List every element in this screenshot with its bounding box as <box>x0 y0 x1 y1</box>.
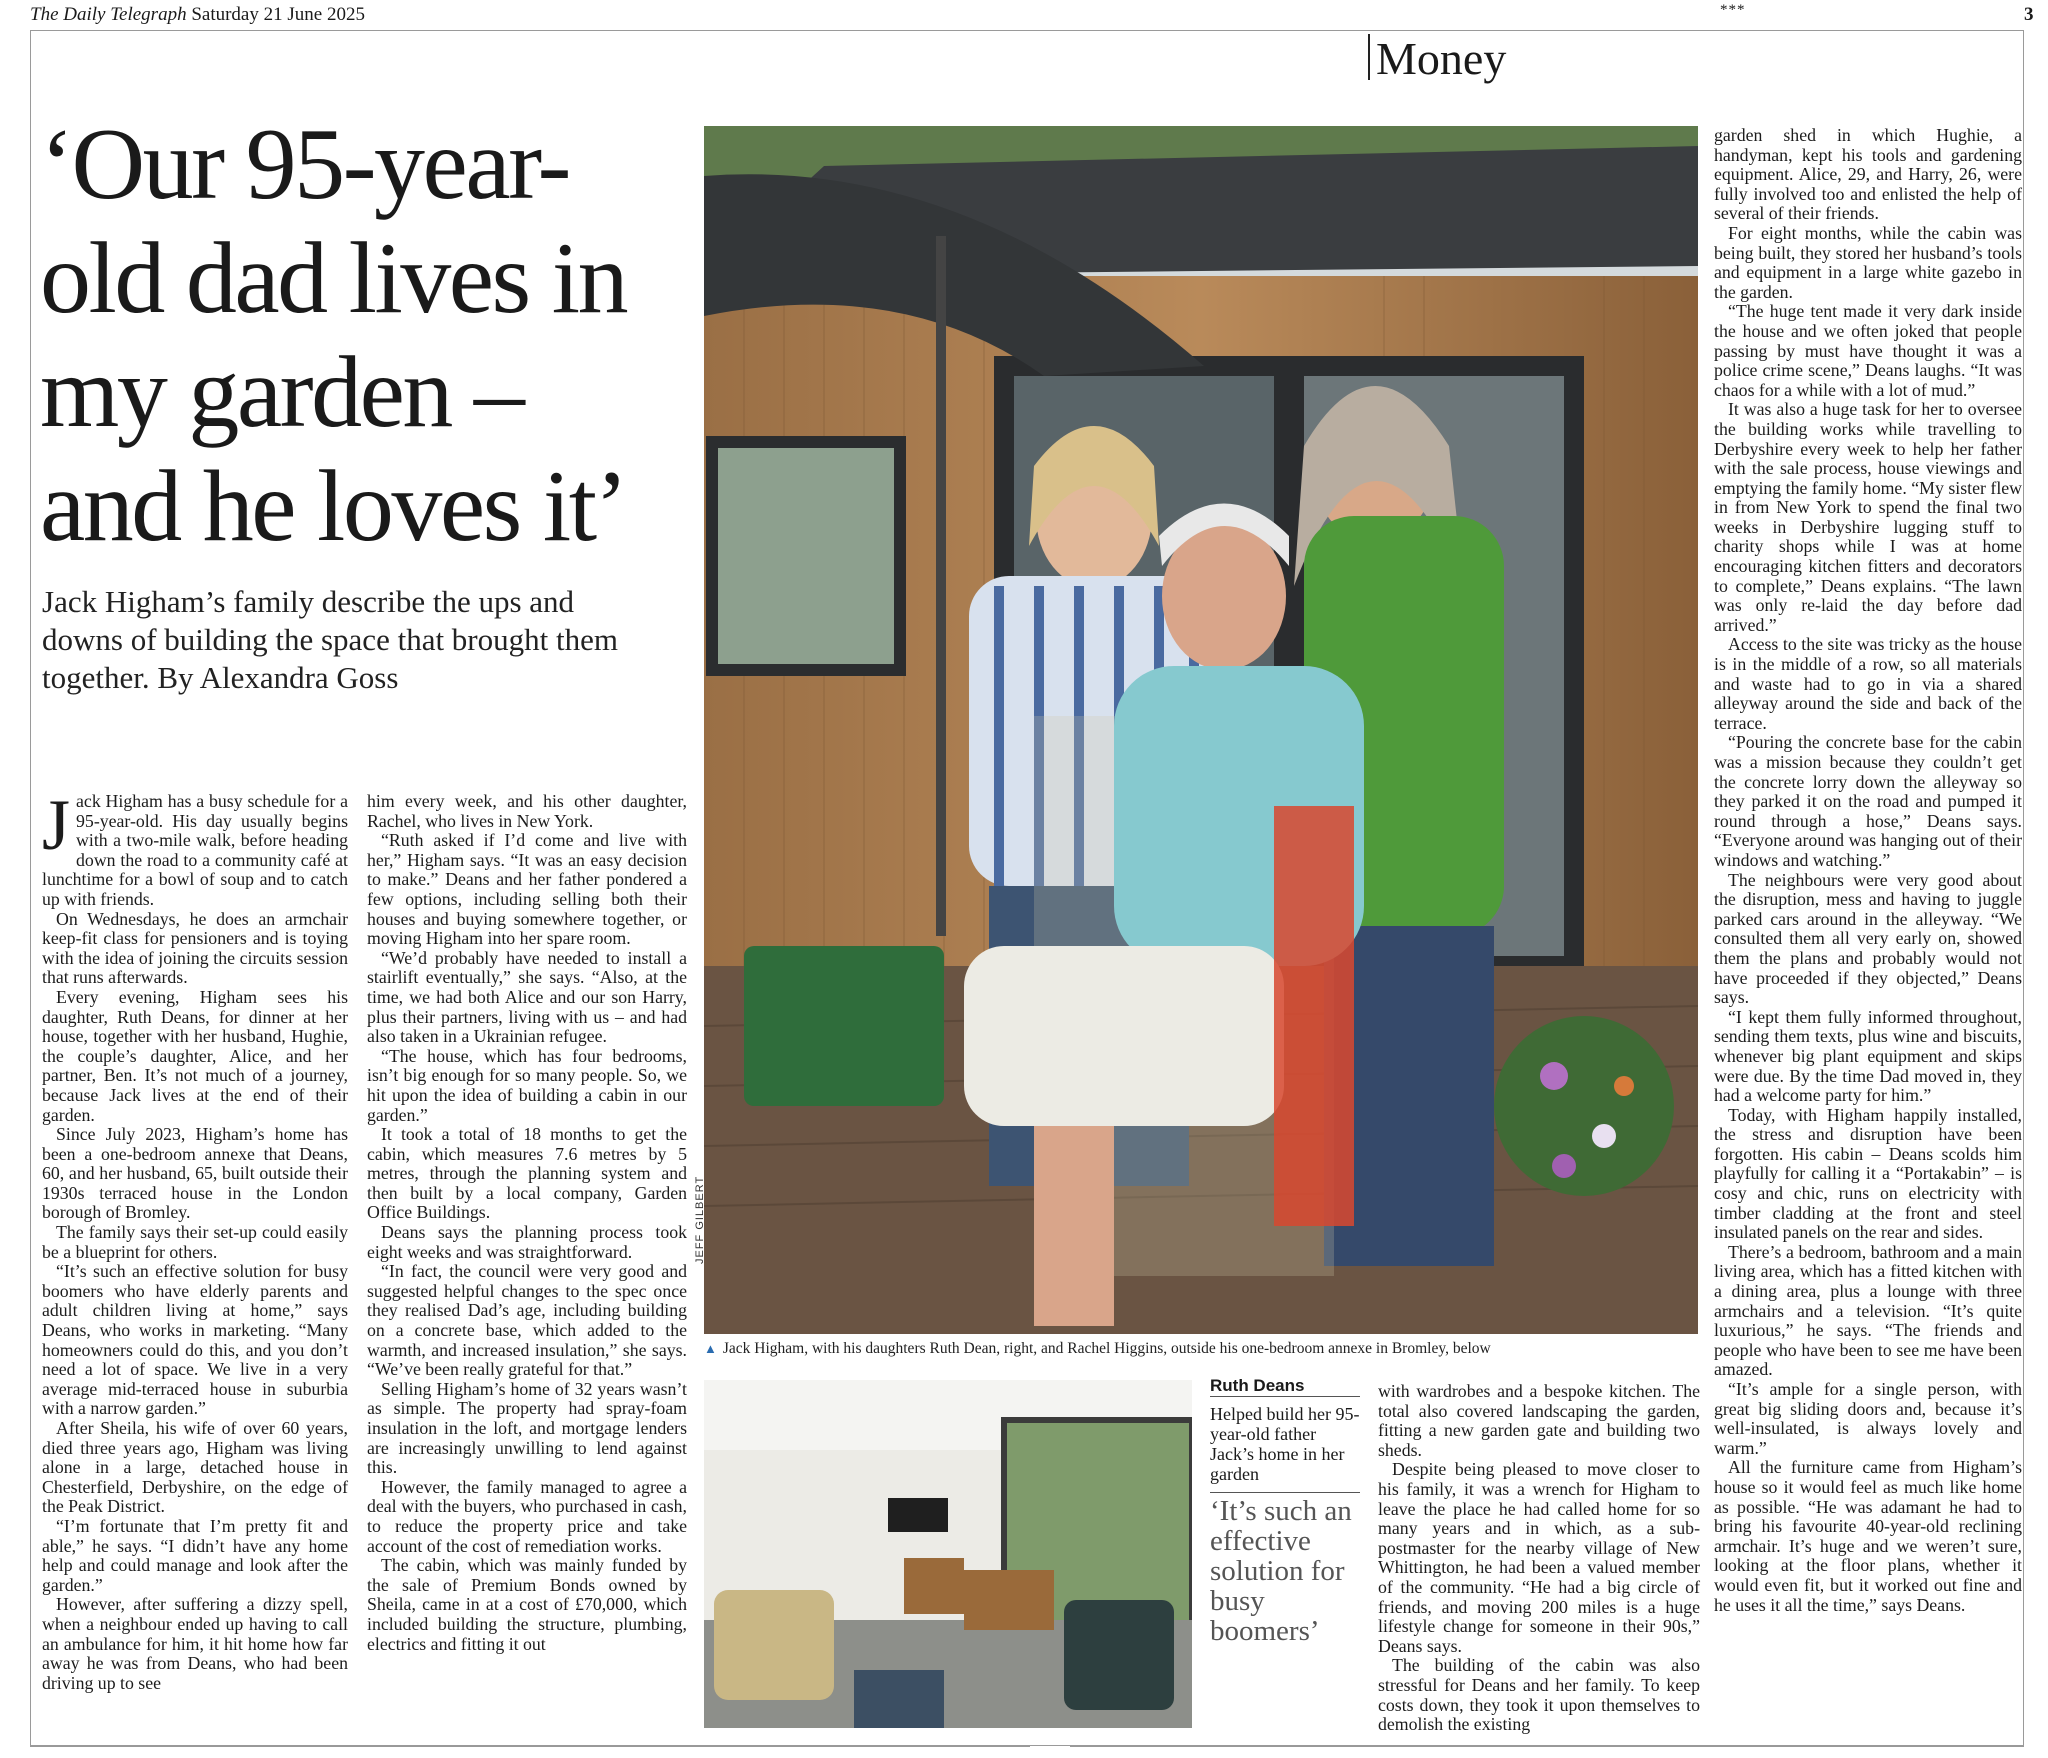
article-paragraph: The building of the cabin was also stressful for Deans and her family. To keep costs down, they took it upon themselves to demolish the existing <box>1378 1655 1700 1735</box>
article-paragraph: Since July 2023, Higham’s home has been a one-bedroom annexe that Deans, 60, and her husband, 65, built outside their 1930s terraced house in the London borough of Bromley. <box>42 1124 348 1223</box>
interior-photo <box>704 1380 1192 1728</box>
article-column-1 <box>42 785 348 1693</box>
article-column-5 <box>1714 126 2022 1615</box>
article-paragraph: The neighbours were very good about the disruption, mess and having to juggle parked cars around in the alleyway. “We consulted them all very early on, showed them the plans and probably would not have proceeded if they objected,” Deans says. <box>1714 869 2022 1008</box>
bottom-rule <box>30 1746 2024 1748</box>
page-number: 3 <box>2024 4 2034 25</box>
article-paragraph: All the furniture came from Higham’s house so it would feel as much like home as possible. “He was adamant he had to bring his favourite 40-year-old reclining armchair. It’s huge and we weren’t sure, looking at the floor plans, whether it would even fit, but it worked out fine and he uses it all the time,” says Deans. <box>1714 1457 2022 1615</box>
panel-description: Helped build her 95-year-old father Jack’s home in her garden <box>1210 1404 1360 1484</box>
article-paragraph: The cabin, which was mainly funded by the sale of Premium Bonds owned by Sheila, came in at a cost of £70,000, which included building the structure, plumbing, electrics and fitting it out <box>367 1555 687 1654</box>
photo-credit: JEFF GILBERT <box>694 1175 706 1264</box>
drop-cap: J <box>42 785 71 865</box>
main-photo <box>704 126 1698 1334</box>
article-column-4 <box>1378 1382 1700 1735</box>
article-column-2 <box>367 792 687 1654</box>
standfirst: Jack Higham’s family describe the ups and downs of building the space that brought them together. By Alexandra Goss <box>42 584 618 695</box>
article-paragraph: garden shed in which Hughie, a handyman, kept his tools and gardening equipment. Alice, 29, and Harry, 26, were fully involved too and enlisted the help of several of their friends. <box>1714 125 2022 224</box>
panel-divider <box>1210 1396 1360 1397</box>
article-paragraph: “I kept them fully informed throughout, sending them texts, plus wine and biscuits, whenever big plant equipment and skips were due. By the time Dad moved in, they had a welcome party for him.” <box>1714 1006 2022 1106</box>
article-paragraph: “The house, which has four bedrooms, isn’t big enough for so many people. So, we hit upon the idea of building a cabin in our garden.” <box>367 1045 687 1125</box>
article-paragraph: Jack Higham has a busy schedule for a 95-year-old. His day usually begins with a two-mile walk, before heading down the road to a community café at lunchtime for a bowl of soup and to catch up with friends. <box>42 785 348 909</box>
article-paragraph: Deans says the planning process took eight weeks and was straightforward. <box>367 1222 687 1262</box>
article-paragraph: On Wednesdays, he does an armchair keep-fit class for pensioners and is toying with the idea of joining the circuits session that runs afterwards. <box>42 908 348 988</box>
article-paragraph: him every week, and his other daughter, Rachel, who lives in New York. <box>367 791 687 831</box>
article-paragraph: For eight months, while the cabin was being built, they stored her husband’s tools and equipment in a large white gazebo in the garden. <box>1714 222 2022 302</box>
article-paragraph: “I’m fortunate that I’m pretty fit and able,” he says. “I didn’t have any home help and could manage and look after the garden.” <box>42 1515 348 1595</box>
article-paragraph: “It’s such an effective solution for busy boomers who have elderly parents and adult children living at home,” says Deans, who works in marketing. “Many homeowners could do this, and you don’t need a lot of space. We live in a very average mid-terraced house in suburbia with a narrow garden.” <box>42 1261 348 1419</box>
pull-quote: ‘It’s such an effective solution for busy boomers’ <box>1210 1495 1352 1647</box>
section-divider <box>1368 34 1370 80</box>
article-paragraph: “Pouring the concrete base for the cabin was a mission because they couldn’t get the concrete lorry down the alleyway so they parked it on the road and pumped it round through a hose,” Deans says. “Everyone around was hanging out of their windows and watching.” <box>1714 732 2022 870</box>
article-paragraph: Despite being pleased to move closer to his family, it was a wrench for Higham to leave the place he had called home for so many years and in which, as a sub-postmaster for the nearby village of New Whittington, he had been a valued member of the community. “He had a big circle of friends, and moving 200 miles is a huge lifestyle change for someone in their 90s,” Deans says. <box>1378 1459 1700 1656</box>
article-paragraph: with wardrobes and a bespoke kitchen. The total also covered landscaping the garden, fitting a new garden gate and building two sheds. <box>1378 1381 1700 1460</box>
panel-divider <box>1210 1492 1360 1493</box>
section-title: Money <box>1376 33 1507 84</box>
article-paragraph: “The huge tent made it very dark inside the house and we often joked that people passing by must have thought it was a police crime scene,” Deans laughs. “It was chaos for a while with a lot of mud.” <box>1714 301 2022 400</box>
panel-name: Ruth Deans <box>1210 1376 1305 1395</box>
edition-stars: *** <box>1720 2 1746 18</box>
article-paragraph: Today, with Higham happily installed, the stress and disruption have been forgotten. His cabin – Deans scolds him playfully for calling it a “Portakabin” – is cosy and chic, runs on electricity with timber cladding at the front and steel insulated panels on the rear and sides. <box>1714 1104 2022 1243</box>
headline: ‘Our 95-year-old dad lives in my garden – and he loves it’ <box>40 108 627 563</box>
article-paragraph: However, the family managed to agree a deal with the buyers, who purchased in cash, to reduce the property price and take account of the cost of remediation works. <box>367 1476 687 1556</box>
article-paragraph: The family says their set-up could easily be a blueprint for others. <box>42 1222 348 1262</box>
article-paragraph: “Ruth asked if I’d come and live with her,” Higham says. “It was an easy decision to make.” Deans and her father pondered a few options, including selling both their houses and buying somewhere together, or moving Higham into her spare room. <box>367 830 687 949</box>
article-paragraph: Selling Higham’s home of 32 years wasn’t as simple. The property had spray-foam insulation in the loft, and mortgage lenders are increasingly unwilling to lend against this. <box>367 1378 687 1478</box>
issue-date: Saturday 21 June 2025 <box>191 4 365 25</box>
photo-caption <box>704 1340 1694 1358</box>
article-paragraph: It was also a huge task for her to oversee the building works while travelling to Derbyshire every week to help her father with the sale process, house viewings and emptying the family home. “My sister flew in from New York to spend the final two weeks in Derbyshire lugging stuff to charity shops while I was at home encouraging kitchen fitters and decorators to complete,” Deans explains. “The lawn was only re-laid the day before dad arrived.” <box>1714 399 2022 635</box>
article-paragraph: However, after suffering a dizzy spell, when a neighbour ended up having to call an ambulance for him, it hit home how far away he was from Deans, who had been driving up to see <box>42 1594 348 1693</box>
caption-text: Jack Higham, with his daughters Ruth Dean, right, and Rachel Higgins, outside his one-bedroom annexe in Bromley, below <box>722 1340 1491 1357</box>
caption-arrow-icon: ▲ <box>704 1341 717 1356</box>
article-paragraph: “It’s ample for a single person, with great big sliding doors and, because it’s well-insulated, is always lovely and warm.” <box>1714 1379 2022 1458</box>
article-paragraph: “In fact, the council were very good and suggested helpful changes to the spec once they realised Dad’s age, including building on a concrete base, which added to the warmth, and increased insulation,” she says. “We’ve been really grateful for that.” <box>367 1261 687 1380</box>
article-paragraph: There’s a bedroom, bathroom and a main living area, which has a fitted kitchen with a dining area, plus a lounge with three armchairs and a television. “It’s quite luxurious,” he says. “The friends and people who have been to see me have been amazed. <box>1714 1241 2022 1380</box>
masthead-dateline <box>30 4 365 26</box>
paper-name: The Daily Telegraph <box>30 4 187 25</box>
article-paragraph: “We’d probably have needed to install a stairlift eventually,” she says. “Also, at the time, we had both Alice and our son Harry, plus their partners, living with us – and had also taken in a Ukrainian refugee. <box>367 947 687 1047</box>
article-paragraph: After Sheila, his wife of over 60 years, died three years ago, Higham was living alone in a large, detached house in Chesterfield, Derbyshire, on the edge of the Peak District. <box>42 1418 348 1517</box>
article-paragraph: Every evening, Higham sees his daughter, Ruth Deans, for dinner at her house, together with her husband, Hughie, the couple’s daughter, Alice, and her partner, Ben. It’s not much of a journey, because Jack lives at the end of their garden. <box>42 986 348 1125</box>
article-paragraph: Access to the site was tricky as the house is in the middle of a row, so all materials and waste had to go in via a shared alleyway around the side and back of the terrace. <box>1714 634 2022 733</box>
article-paragraph: It took a total of 18 months to get the cabin, which measures 7.6 metres by 5 metres, through the planning system and then built by a local company, Garden Office Buildings. <box>367 1124 687 1223</box>
